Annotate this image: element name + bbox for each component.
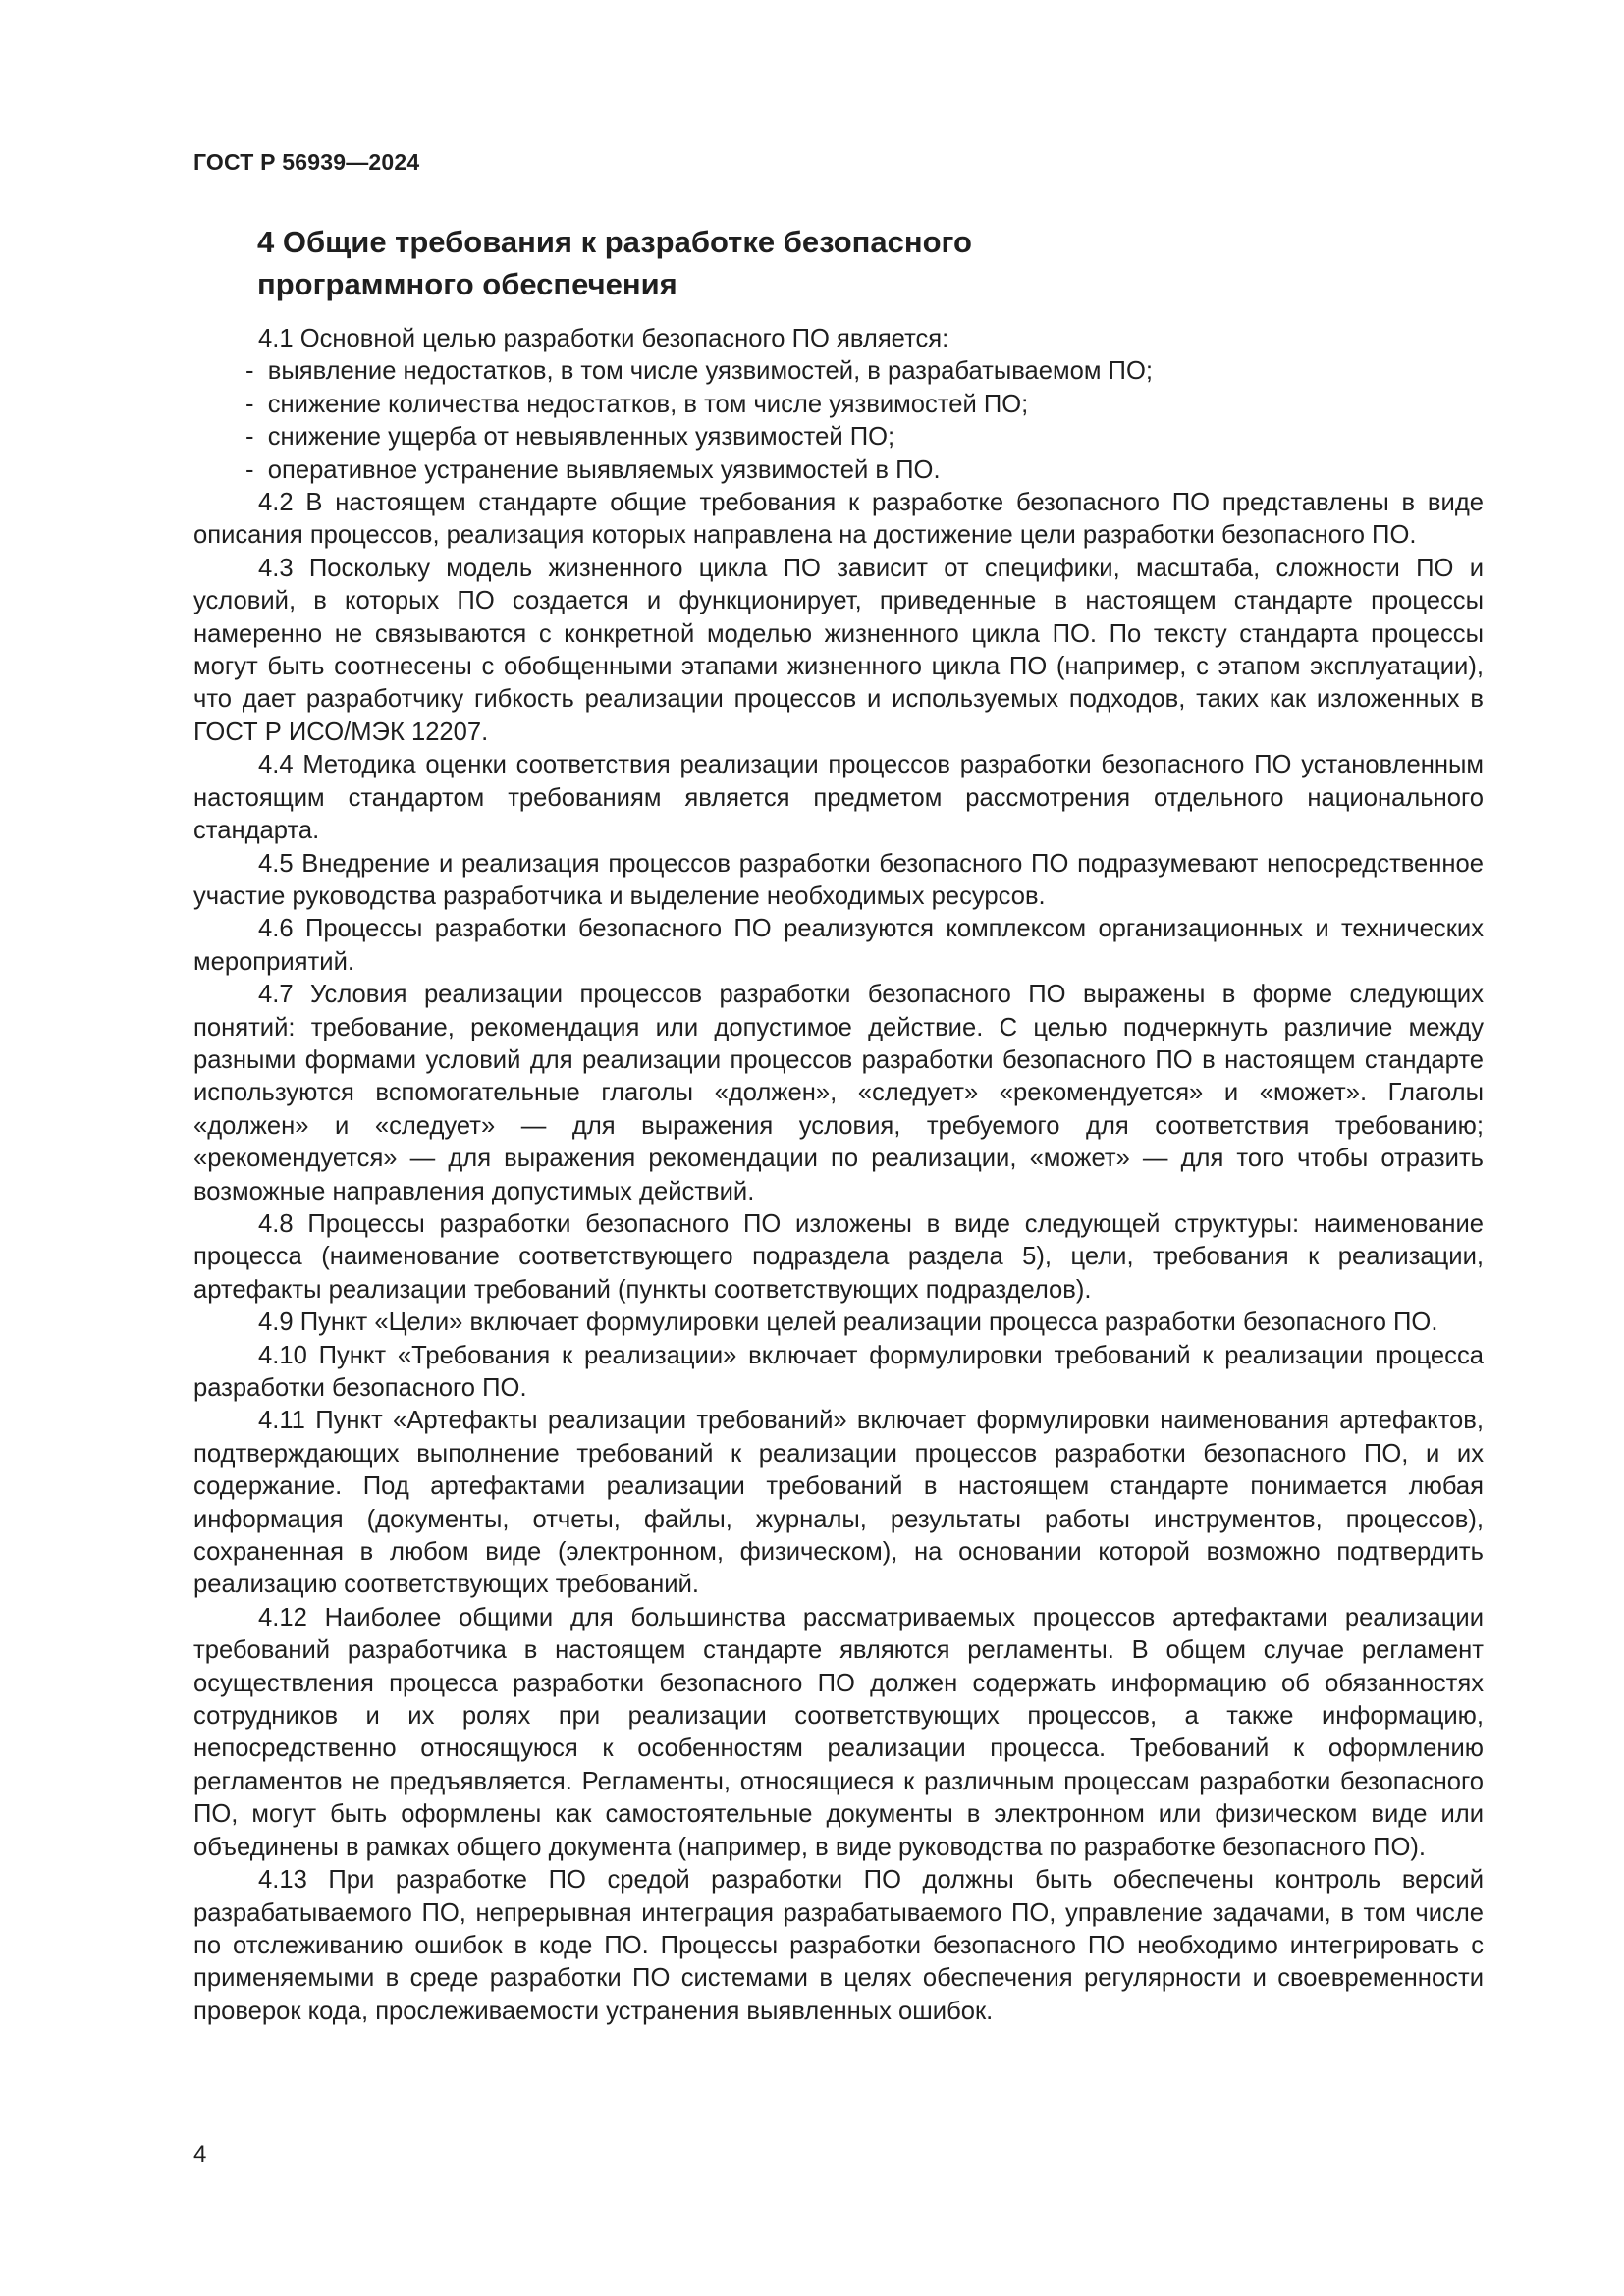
section-heading-line-1: 4 Общие требования к разработке безопасного (257, 225, 972, 259)
list-item: - выявление недостатков, в том числе уязвимостей, в разрабатываемом ПО; (193, 355, 1484, 388)
paragraph-4-5: 4.5 Внедрение и реализация процессов разработки безопасного ПО подразумевают непосредственное участие руководства разработчика и выделение необходимых ресурсов. (193, 849, 1484, 910)
goals-list (193, 355, 1484, 487)
paragraph-4-4: 4.4 Методика оценки соответствия реализации процессов разработки безопасного ПО установленным настоящим стандартом требованиям является предметом рассмотрения отдельного национального стандарта. (193, 751, 1484, 845)
paragraph-4-8: 4.8 Процессы разработки безопасного ПО изложены в виде следующей структуры: наименование процесса (наименование соответствующего подраздела раздела 5), цели, требования к реализации, артефакты реализации требований (пункты соответствующих подразделов). (193, 1209, 1484, 1304)
section-body (193, 323, 1484, 2028)
page-number: 4 (193, 2141, 207, 2167)
paragraph-4-9: 4.9 Пункт «Цели» включает формулировки целей реализации процесса разработки безопасного ПО. (258, 1308, 1438, 1337)
paragraph-4-6: 4.6 Процессы разработки безопасного ПО реализуются комплексом организационных и технических мероприятий. (193, 915, 1484, 976)
list-item: - снижение ущерба от невыявленных уязвимостей ПО; (193, 421, 1484, 454)
paragraph-4-3: 4.3 Поскольку модель жизненного цикла ПО зависит от специфики, масштаба, сложности ПО и условий, в которых ПО создается и функционирует, приведенные в настоящем стандарте процессы намеренно не связываются с конкретной моделью жизненного цикла ПО. По тексту стандарта процессы могут быть соотнесены с обобщенными этапами жизненного цикла ПО (например, с этапом эксплуатации), что дает разработчику гибкость реализации процессов и используемых подходов, таких как изложенных в ГОСТ Р ИСО/МЭК 12207. (193, 554, 1484, 746)
list-item: - оперативное устранение выявляемых уязвимостей в ПО. (193, 454, 1484, 487)
paragraph-4-7: 4.7 Условия реализации процессов разработки безопасного ПО выражены в форме следующих понятий: требование, рекомендация или допустимое действие. С целью подчеркнуть различие между разными формами условий для реализации процессов разработки безопасного ПО в настоящем стандарте используются вспомогательные глаголы «должен», «следует» «рекомендуется» и «может». Глаголы «должен» и «следует» — для выражения условия, требуемого для соответствия требованию; «рекомендуется» — для выражения рекомендации по реализации, «может» — для того чтобы отразить возможные направления допустимых действий. (193, 981, 1484, 1205)
paragraph-4-2: 4.2 В настоящем стандарте общие требования к разработке безопасного ПО представлены в виде описания процессов, реализация которых направлена на достижение цели разработки безопасного ПО. (193, 489, 1484, 550)
paragraph-4-11: 4.11 Пункт «Артефакты реализации требований» включает формулировки наименования артефактов, подтверждающих выполнение требований к реализации процессов разработки безопасного ПО, и их содержание. Под артефактами реализации требований в настоящем стандарте понимается любая информация (документы, отчеты, файлы, журналы, результаты работы инструментов, процессов), сохраненная в любом виде (электронном, физическом), на основании которой возможно подтвердить реализацию соответствующих требований. (193, 1407, 1484, 1599)
section-heading-line-2: программного обеспечения (257, 267, 677, 301)
list-item: - снижение количества недостатков, в том числе уязвимостей ПО; (193, 389, 1484, 421)
paragraph-4-12: 4.12 Наиболее общими для большинства рассматриваемых процессов артефактами реализации требований разработчика в настоящем стандарте являются регламенты. В общем случае регламент осуществления процесса разработки безопасного ПО должен содержать информацию об обязанностях сотрудников и их ролях при реализации соответствующих процессов, а также информацию, непосредственно относящуюся к особенностям реализации процесса. Требований к оформлению регламентов не предъявляется. Регламенты, относящиеся к различным процессам разработки безопасного ПО, могут быть оформлены как самостоятельные документы в электронном или физическом виде или объединены в рамках общего документа (например, в виде руководства по разработке безопасного ПО). (193, 1603, 1484, 1861)
paragraph-4-1-intro: 4.1 Основной целью разработки безопасного ПО является: (258, 325, 949, 352)
section-heading (257, 221, 1337, 305)
paragraph-4-10: 4.10 Пункт «Требования к реализации» включает формулировки требований к реализации процесса разработки безопасного ПО. (193, 1341, 1484, 1402)
document-code-header: ГОСТ Р 56939—2024 (193, 149, 420, 175)
paragraph-4-13: 4.13 При разработке ПО средой разработки ПО должны быть обеспечены контроль версий разрабатываемого ПО, непрерывная интеграция разрабатываемого ПО, управление задачами, в том числе по отслеживанию ошибок в коде ПО. Процессы разработки безопасного ПО необходимо интегрировать с применяемыми в среде разработки ПО системами в целях обеспечения регулярности и своевременности проверок кода, прослеживаемости устранения выявленных ошибок. (193, 1866, 1484, 2025)
